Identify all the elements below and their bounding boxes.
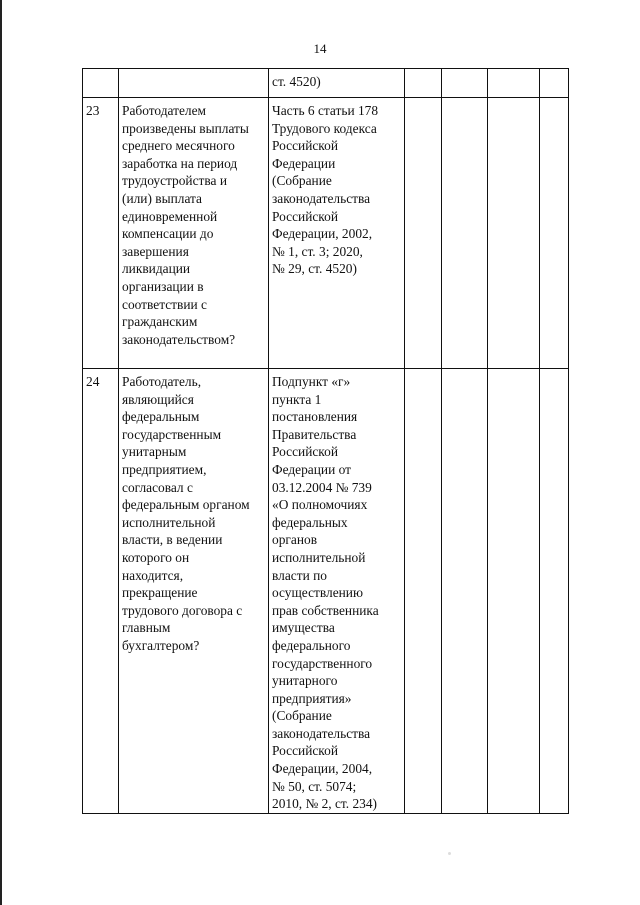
answer-cell	[405, 69, 442, 98]
reference-line: Федерации, 2002,	[272, 226, 373, 242]
reference-line: имущества	[272, 620, 335, 636]
answer-cell	[540, 369, 569, 814]
answer-cell	[405, 98, 442, 369]
question-line: компенсации до	[122, 226, 214, 242]
answer-cell	[540, 98, 569, 369]
reference-cell	[269, 98, 405, 369]
reference-line: № 1, ст. 3; 2020,	[272, 243, 363, 259]
question-line: ликвидации	[122, 261, 191, 277]
reference-line: Российской	[272, 138, 338, 154]
reference-line: власти по	[272, 567, 327, 583]
question-line: среднего месячного	[122, 138, 235, 154]
answer-cell	[405, 369, 442, 814]
reference-line: № 50, ст. 5074;	[272, 778, 357, 794]
answer-cell	[442, 69, 488, 98]
reference-line: 03.12.2004 № 739	[272, 479, 372, 495]
reference-line: унитарного	[272, 673, 338, 689]
reference-line: Российской	[272, 743, 338, 759]
question-line: (или) выплата	[122, 190, 203, 206]
question-line: соответствии с	[122, 296, 207, 312]
question-line: находится,	[122, 567, 184, 583]
reference-line: (Собрание	[272, 173, 332, 189]
reference-cell	[269, 369, 405, 814]
reference-line: (Собрание	[272, 708, 332, 724]
question-line: главным	[122, 620, 171, 636]
reference-line: Федерации, 2004,	[272, 761, 373, 777]
answer-cell	[442, 98, 488, 369]
question-line: бухгалтером?	[122, 637, 200, 653]
reference-line: Часть 6 статьи 178	[272, 103, 379, 118]
question-cell	[119, 69, 269, 98]
reference-line: федерального	[272, 637, 351, 653]
reference-line: Правительства	[272, 426, 357, 442]
question-line: произведены выплаты	[122, 120, 249, 136]
question-line: власти, в ведении	[122, 532, 223, 548]
reference-line: «О полномочиях	[272, 497, 368, 513]
reference-line: Российской	[272, 208, 338, 224]
reference-line: предприятия»	[272, 690, 352, 706]
reference-line: № 29, ст. 4520)	[272, 261, 357, 277]
reference-line: Федерации от	[272, 461, 351, 477]
table-row-24	[83, 369, 569, 814]
reference-line: органов	[272, 532, 318, 548]
question-line: прекращение	[122, 585, 198, 601]
reference-line: федеральных	[272, 514, 348, 530]
question-line: гражданским	[122, 314, 198, 330]
reference-line: законодательства	[272, 190, 371, 206]
page-number: 14	[313, 41, 327, 56]
table-row-continuation	[83, 69, 569, 98]
question-line: Работодателем	[122, 103, 207, 118]
reference-line: Подпункт «г»	[272, 374, 351, 389]
question-line: организации в	[122, 278, 204, 294]
reference-line: законодательства	[272, 725, 371, 741]
question-line: согласовал с	[122, 479, 193, 495]
scan-speck	[448, 852, 451, 855]
question-line: государственным	[122, 426, 222, 442]
question-line: заработка на период	[122, 155, 238, 171]
question-line: унитарным	[122, 444, 187, 460]
reference-line: Федерации	[272, 155, 336, 171]
question-cell	[119, 98, 269, 369]
row-number: 24	[83, 369, 119, 814]
question-cell	[119, 369, 269, 814]
answer-cell	[540, 69, 569, 98]
reference-line: прав собственника	[272, 602, 379, 618]
answer-cell	[488, 369, 540, 814]
row-number-cell	[83, 69, 119, 98]
answer-cell	[488, 98, 540, 369]
reference-line: Российской	[272, 444, 338, 460]
answer-cell	[488, 69, 540, 98]
reference-line: Трудового кодекса	[272, 120, 377, 136]
question-line: исполнительной	[122, 514, 216, 530]
question-line: предприятием,	[122, 461, 207, 477]
reference-line: постановления	[272, 409, 358, 425]
question-line: которого он	[122, 549, 190, 565]
checklist-table	[82, 68, 569, 814]
reference-line: 2010, № 2, ст. 234)	[272, 796, 378, 812]
question-line: Работодатель,	[122, 374, 202, 389]
reference-line: государственного	[272, 655, 373, 671]
reference-cell	[269, 69, 405, 98]
question-line: федеральным органом	[122, 497, 250, 513]
question-line: трудового договора с	[122, 602, 243, 618]
table-row-23	[83, 98, 569, 369]
question-line: трудоустройства и	[122, 173, 227, 189]
question-line: являющийся	[122, 391, 194, 407]
question-line: завершения	[122, 243, 189, 259]
reference-line: ст. 4520)	[272, 74, 321, 89]
scan-edge	[0, 0, 2, 905]
question-line: единовременной	[122, 208, 218, 224]
question-line: федеральным	[122, 409, 200, 425]
reference-line: исполнительной	[272, 549, 366, 565]
reference-line: пункта 1	[272, 391, 322, 407]
question-line: законодательством?	[122, 331, 236, 347]
answer-cell	[442, 369, 488, 814]
reference-line: осуществлению	[272, 585, 363, 601]
row-number: 23	[83, 98, 119, 369]
